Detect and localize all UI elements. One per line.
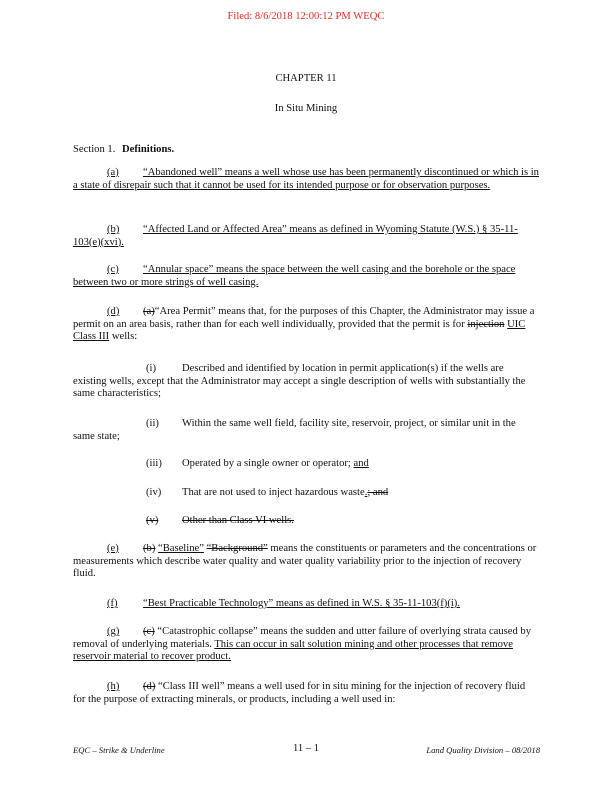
label-h: (h): [107, 681, 120, 692]
section-heading: [73, 144, 174, 155]
label-g: (g): [107, 626, 120, 637]
text-iii: Operated by a single owner or operator;: [182, 458, 354, 469]
page-number: 11 – 1: [292, 743, 320, 754]
num-i: (i): [146, 363, 156, 374]
old-label-g: (c): [143, 626, 155, 637]
old-label-h: (d): [143, 681, 156, 692]
text-f: “Best Practicable Technology” means as defined in W.S. § 35-11-103(f)(i).: [143, 598, 460, 609]
struck-iv: ; and: [367, 487, 389, 498]
num-ii: (ii): [146, 418, 159, 429]
text-e: means the constituents or parameters and the concentrations or measurements which describe water quality and water quality variability prior to the injection of recovery fluid.: [73, 543, 537, 580]
text-d-2: wells:: [109, 331, 138, 343]
subitem-iv: [146, 487, 546, 498]
text-d-1: “Area Permit” means that, for the purposes of this Chapter, the Administrator may issue a permit on an area basis, rather than for each well individually, provided that the permit is for: [73, 306, 535, 330]
label-a: (a): [107, 167, 119, 178]
subitem-i: [73, 363, 539, 401]
definition-b: [73, 224, 539, 249]
definition-f: [73, 598, 539, 611]
text-c: “Annular space” means the space between the well casing and the borehole or the space between two or more strings of well casing.: [73, 264, 516, 288]
text-a: “Abandoned well” means a well whose use has been permanently discontinued or which is in a state of disrepair such that it cannot be used for its intended purpose or for observation purposes.: [73, 167, 539, 191]
label-f: (f): [107, 598, 118, 609]
subitem-v: [146, 515, 546, 526]
struck-d: injection: [467, 318, 505, 330]
old-label-d: (a): [143, 306, 155, 317]
chapter-title: In Situ Mining: [274, 103, 338, 114]
definition-e: [73, 543, 539, 581]
inserted-e: “Baseline”: [158, 543, 204, 554]
text-i: Described and identified by location in permit application(s) if the wells are existing wells, except that the Administrator may accept a single description of wells with substantially the same characteristics;: [73, 363, 526, 400]
text-h: “Class III well” means a well used for in situ mining for the injection of recovery fluid for the purpose of extracting minerals, or products, including a well used in:: [73, 681, 526, 705]
chapter-number: CHAPTER 11: [275, 73, 337, 84]
num-iv: (iv): [146, 487, 162, 498]
definition-g: [73, 626, 539, 664]
inserted-iv: .: [364, 487, 368, 498]
label-d: (d): [107, 306, 120, 317]
footer-left: EQC – Strike & Underline: [73, 745, 165, 755]
label-b: (b): [107, 224, 120, 235]
subitem-ii: [73, 418, 539, 443]
section-label: Section 1.: [73, 144, 116, 155]
footer-right: Land Quality Division – 08/2018: [426, 745, 540, 755]
definition-h: [73, 681, 539, 706]
inserted-g: This can occur in salt solution mining and other processes that remove reservoir material to recover product.: [73, 638, 513, 663]
num-iii: (iii): [146, 458, 162, 469]
text-b: “Affected Land or Affected Area” means as defined in Wyoming Statute (W.S.) § 35-11-103(e)(xvi).: [73, 224, 518, 248]
old-label-e: (b): [143, 543, 156, 554]
definition-c: [73, 264, 539, 289]
filed-stamp: Filed: 8/6/2018 12:00:12 PM WEQC: [227, 11, 385, 22]
text-g: “Catastrophic collapse” means the sudden and utter failure of overlying strata caused by removal of underlying materials.: [73, 626, 532, 650]
label-e: (e): [107, 543, 119, 554]
num-v: (v): [146, 515, 159, 526]
inserted-d: UIC Class III: [73, 318, 526, 343]
section-title: Definitions.: [122, 144, 175, 155]
definition-d: [73, 306, 539, 344]
text-iv: That are not used to inject hazardous waste: [182, 487, 365, 498]
subitem-iii: [146, 458, 546, 469]
text-ii: Within the same well field, facility site, reservoir, project, or similar unit in the same state;: [73, 418, 516, 442]
inserted-iii: and: [353, 458, 369, 469]
struck-v: Other than Class VI wells.: [182, 515, 294, 526]
definition-a: [73, 167, 539, 192]
struck-e: “Background”: [206, 543, 268, 554]
label-c: (c): [107, 264, 119, 275]
